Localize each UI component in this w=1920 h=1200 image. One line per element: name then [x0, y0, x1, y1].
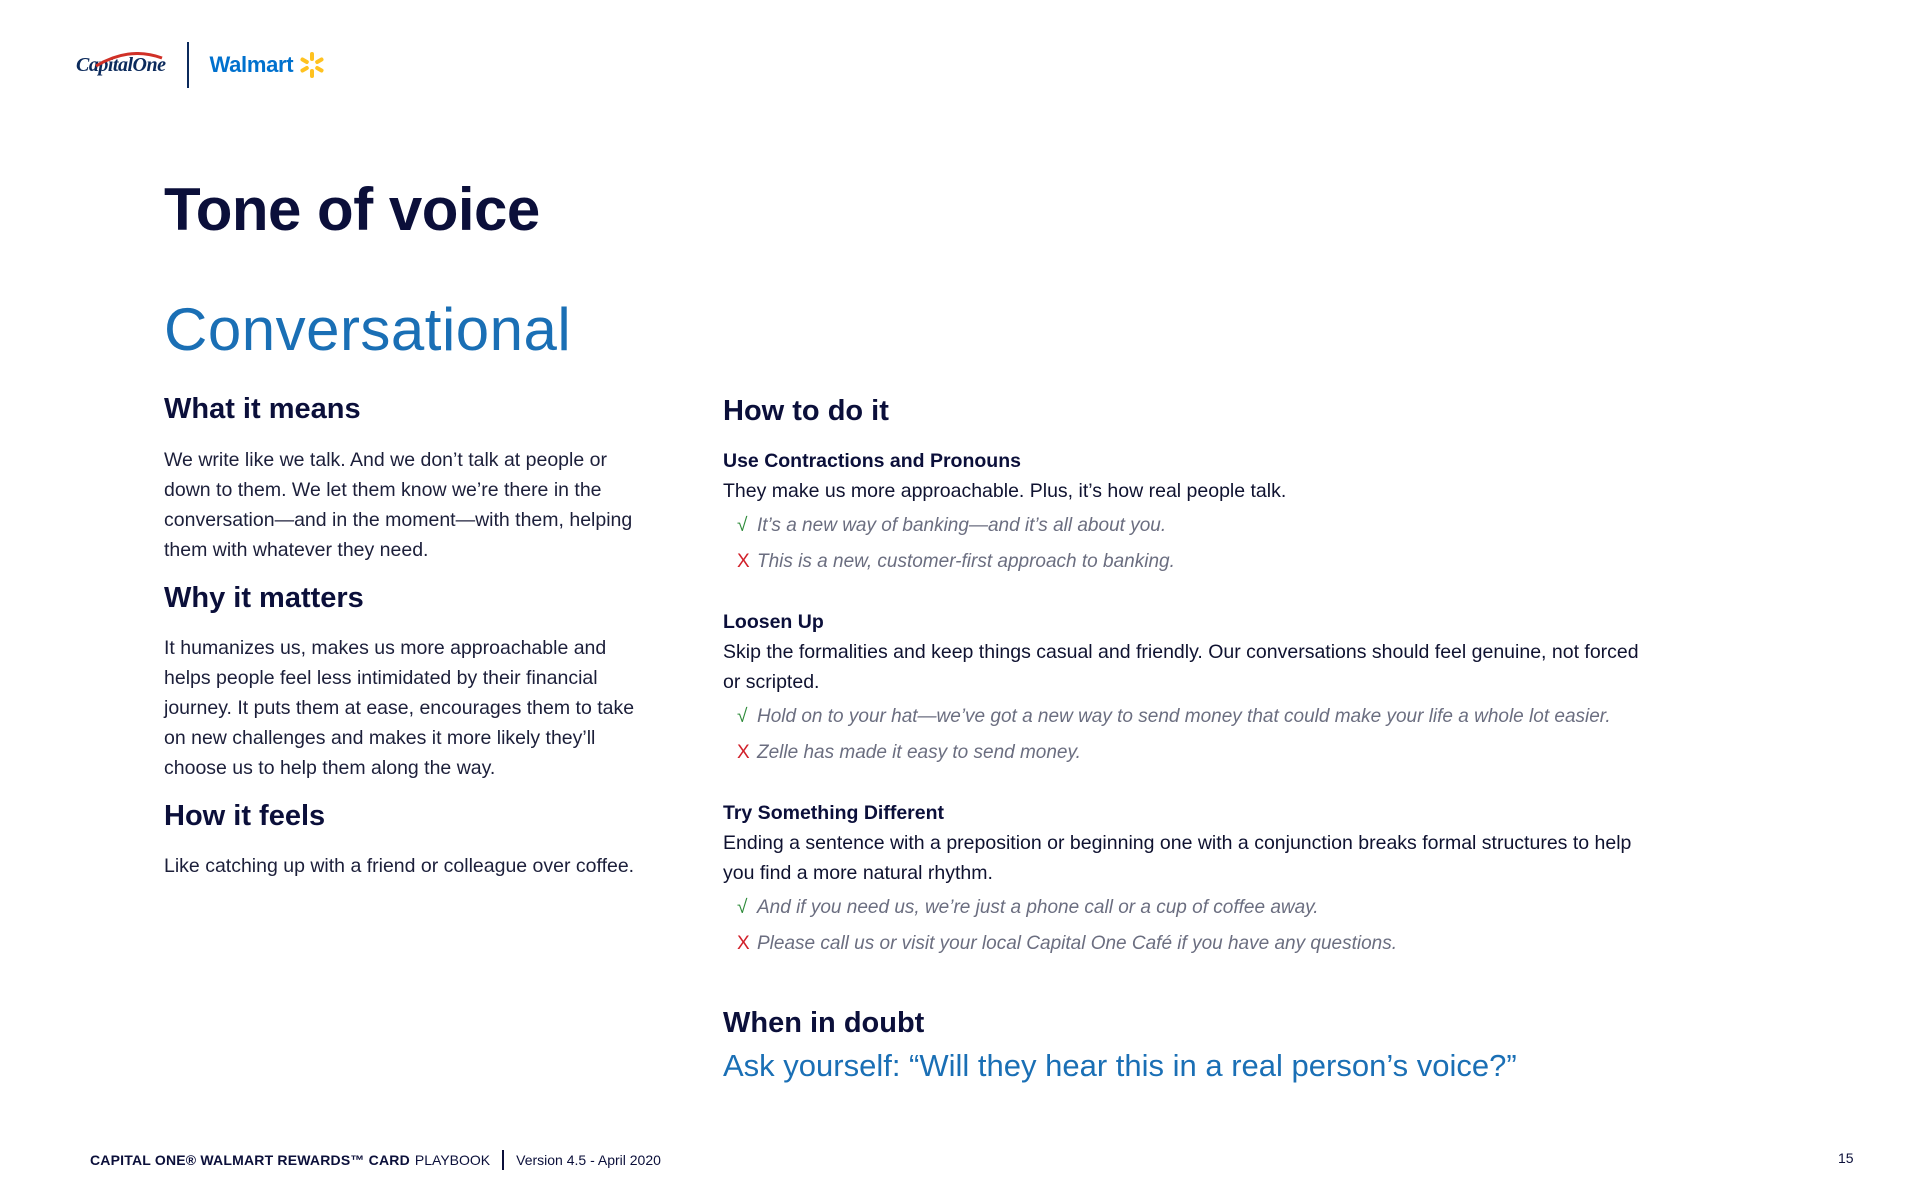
tip-do-example	[723, 897, 1653, 919]
tip-do-example	[723, 706, 1653, 728]
footer-brand: CAPITAL ONE® WALMART REWARDS™ CARD	[90, 1152, 410, 1168]
footer-divider	[502, 1150, 504, 1170]
why-it-matters-heading: Why it matters	[164, 582, 364, 614]
tip-title: Use Contractions and Pronouns	[723, 450, 1021, 472]
tip-title: Loosen Up	[723, 611, 824, 633]
tip-body: They make us more approachable. Plus, it’s how real people talk.	[723, 480, 1287, 502]
tip-title: Try Something Different	[723, 802, 945, 824]
tip-dont-example	[723, 742, 1653, 764]
check-icon: √	[737, 515, 748, 536]
walmart-spark-icon	[297, 50, 327, 80]
footer-doc: PLAYBOOK	[414, 1152, 491, 1168]
do-example-text: It’s a new way of banking—and it’s all about you.	[757, 515, 1167, 536]
tip-do-example	[723, 515, 1653, 537]
page-subtitle: Conversational	[164, 296, 572, 363]
dont-example-text: Please call us or visit your local Capital One Café if you have any questions.	[757, 933, 1397, 954]
tip-dont-example	[723, 551, 1653, 573]
what-it-means-heading: What it means	[164, 393, 361, 425]
walmart-logo: Walmart	[209, 52, 294, 77]
how-it-feels-heading: How it feels	[164, 800, 326, 832]
when-in-doubt-question: Ask yourself: “Will they hear this in a real person’s voice?”	[723, 1048, 1517, 1083]
header-logos	[76, 40, 327, 90]
tip-dont-example	[723, 933, 1653, 955]
capital-one-logo: CapitalOne	[76, 53, 166, 76]
how-it-feels-body: Like catching up with a friend or colleague over coffee.	[164, 855, 635, 877]
when-in-doubt-heading: When in doubt	[723, 1007, 925, 1039]
check-icon: √	[737, 706, 748, 727]
cross-icon: X	[737, 551, 750, 572]
capital-one-swoosh-icon	[94, 52, 164, 70]
do-example-text: Hold on to your hat—we’ve got a new way to send money that could make your life a whole lot easier.	[757, 706, 1611, 727]
logo-divider	[187, 42, 189, 88]
why-it-matters-body: It humanizes us, makes us more approachable and helps people feel less intimidated by their financial journey. It puts them at ease, encourages them to take on new challenges and makes it more likely they’ll choose us to help them along the way.	[164, 637, 635, 779]
dont-example-text: Zelle has made it easy to send money.	[757, 742, 1081, 763]
cross-icon: X	[737, 933, 750, 954]
do-example-text: And if you need us, we’re just a phone call or a cup of coffee away.	[757, 897, 1319, 918]
check-icon: √	[737, 897, 748, 918]
cross-icon: X	[737, 742, 750, 763]
page-number: 15	[1838, 1150, 1854, 1166]
page-title: Tone of voice	[164, 176, 540, 243]
what-it-means-body: We write like we talk. And we don’t talk at people or down to them. We let them know we’re there in the conversation—and in the moment—with them, helping them with whatever they need.	[164, 449, 633, 561]
tip-body: Ending a sentence with a preposition or beginning one with a conjunction breaks formal structures to help you find a more natural rhythm.	[723, 832, 1632, 884]
footer-version: Version 4.5 - April 2020	[516, 1152, 661, 1168]
how-to-do-it-heading: How to do it	[723, 395, 889, 427]
tip-body: Skip the formalities and keep things casual and friendly. Our conversations should feel genuine, not forced or scripted.	[723, 641, 1639, 693]
dont-example-text: This is a new, customer-first approach to banking.	[757, 551, 1175, 572]
footer	[90, 1150, 661, 1170]
